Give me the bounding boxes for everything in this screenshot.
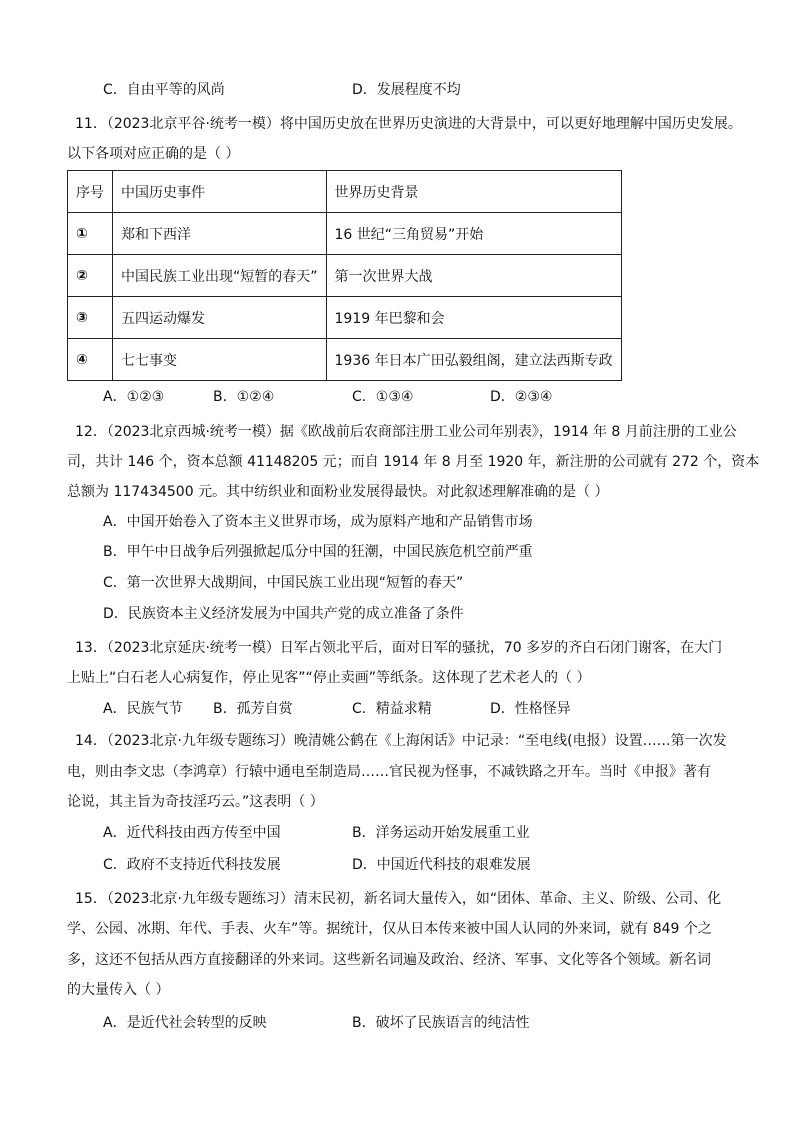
q15-stem-line-3: 多，这还不包括从西方直接翻译的外来词。这些新名词遍及政治、经济、军事、文化等各个领域。新名词 [67, 952, 711, 968]
q12-option-a: A．中国开始卷入了资本主义世界市场，成为原料产地和产品销售市场 [103, 514, 533, 530]
q13-option-a: A．民族气节 [103, 701, 183, 717]
header-index: 序号 [68, 171, 113, 213]
row-world-background: 第一次世界大战 [326, 255, 621, 297]
q12-stem-line-1: 12．（2023北京西城·统考一模）据《欧战前后农商部注册工业公司年别表》，1914 年 8 月前注册的工业公 [75, 424, 737, 440]
q11-history-table [67, 170, 622, 381]
row-world-background: 1919 年巴黎和会 [326, 297, 621, 339]
q11-stem-line-2: 以下各项对应正确的是（ ） [67, 146, 240, 162]
table-row [68, 297, 622, 339]
q13-stem-line-2: 上贴上“白石老人心病复作，停止见客”“停止卖画”等纸条。这体现了艺术老人的（ ） [67, 670, 591, 686]
row-china-event: 郑和下西洋 [113, 213, 327, 255]
q12-option-b: B．甲午中日战争后列强掀起瓜分中国的狂潮，中国民族危机空前严重 [103, 544, 533, 560]
q15-option-b: B．破坏了民族语言的纯洁性 [352, 1015, 530, 1031]
row-china-event: 中国民族工业出现“短暂的春天” [113, 255, 327, 297]
q10-option-c: C．自由平等的风尚 [103, 82, 225, 98]
row-china-event: 五四运动爆发 [113, 297, 327, 339]
q14-option-d: D．中国近代科技的艰难发展 [352, 857, 531, 873]
row-index: ② [68, 255, 113, 297]
q11-option-a: A．①②③ [103, 389, 165, 405]
table-header-row [68, 171, 622, 213]
q12-option-d: D．民族资本主义经济发展为中国共产党的成立准备了条件 [103, 606, 464, 622]
q15-option-a: A．是近代社会转型的反映 [103, 1015, 267, 1031]
q15-stem-line-1: 15．（2023北京·九年级专题练习）清末民初，新名词大量传入，如“团体、革命、主义、阶级、公司、化 [75, 891, 722, 907]
q13-option-d: D．性格怪异 [490, 701, 571, 717]
q11-option-d: D．②③④ [490, 389, 553, 405]
q14-option-b: B．洋务运动开始发展重工业 [352, 825, 530, 841]
q14-stem-line-1: 14．（2023北京·九年级专题练习）晚清姚公鹤在《上海闲话》中记录：“至电线(电报）设置……第一次发 [75, 733, 727, 749]
row-index: ③ [68, 297, 113, 339]
q12-stem-line-2: 司，共计 146 个，资本总额 41148205 元；而自 1914 年 8 月至 1920 年，新注册的公司就有 272 个，资本 [67, 454, 760, 470]
table-row [68, 339, 622, 381]
q14-option-a: A．近代科技由西方传至中国 [103, 825, 281, 841]
q14-stem-line-3: 论说，其主旨为奇技淫巧云。”这表明（ ） [67, 794, 324, 810]
q13-option-b: B．孤芳自赏 [213, 701, 293, 717]
q15-stem-line-4: 的大量传入（ ） [67, 982, 170, 998]
q14-option-c: C．政府不支持近代科技发展 [103, 857, 281, 873]
q15-stem-line-2: 学、公园、冰期、年代、手表、火车”等。据统计，仅从日本传来被中国人认同的外来词，就有 849 个之 [67, 921, 712, 937]
q11-option-b: B．①②④ [213, 389, 275, 405]
q10-option-d: D．发展程度不均 [352, 82, 461, 98]
q12-option-c: C．第一次世界大战期间，中国民族工业出现“短暂的春天” [103, 575, 464, 591]
row-world-background: 16 世纪“三角贸易”开始 [326, 213, 621, 255]
q13-option-c: C．精益求精 [352, 701, 432, 717]
row-china-event: 七七事变 [113, 339, 327, 381]
row-index: ④ [68, 339, 113, 381]
q13-stem-line-1: 13．（2023北京延庆·统考一模）日军占领北平后，面对日军的骚扰，70 多岁的齐白石闭门谢客，在大门 [75, 640, 723, 656]
row-index: ① [68, 213, 113, 255]
header-china-event: 中国历史事件 [113, 171, 327, 213]
q14-stem-line-2: 电，则由李文忠（李鸿章）行辕中通电至制造局……官民视为怪事，不减铁路之开车。当时《申报》著有 [67, 764, 711, 780]
header-world-background: 世界历史背景 [326, 171, 621, 213]
q11-stem-line-1: 11．（2023北京平谷·统考一模）将中国历史放在世界历史演进的大背景中，可以更好地理解中国历史发展。 [75, 116, 742, 132]
table-row [68, 255, 622, 297]
table-row [68, 213, 622, 255]
row-world-background: 1936 年日本广田弘毅组阁，建立法西斯专政 [326, 339, 621, 381]
q11-option-c: C．①③④ [352, 389, 414, 405]
q12-stem-line-3: 总额为 117434500 元。其中纺织业和面粉业发展得最快。对此叙述理解准确的是（ ） [67, 484, 609, 500]
